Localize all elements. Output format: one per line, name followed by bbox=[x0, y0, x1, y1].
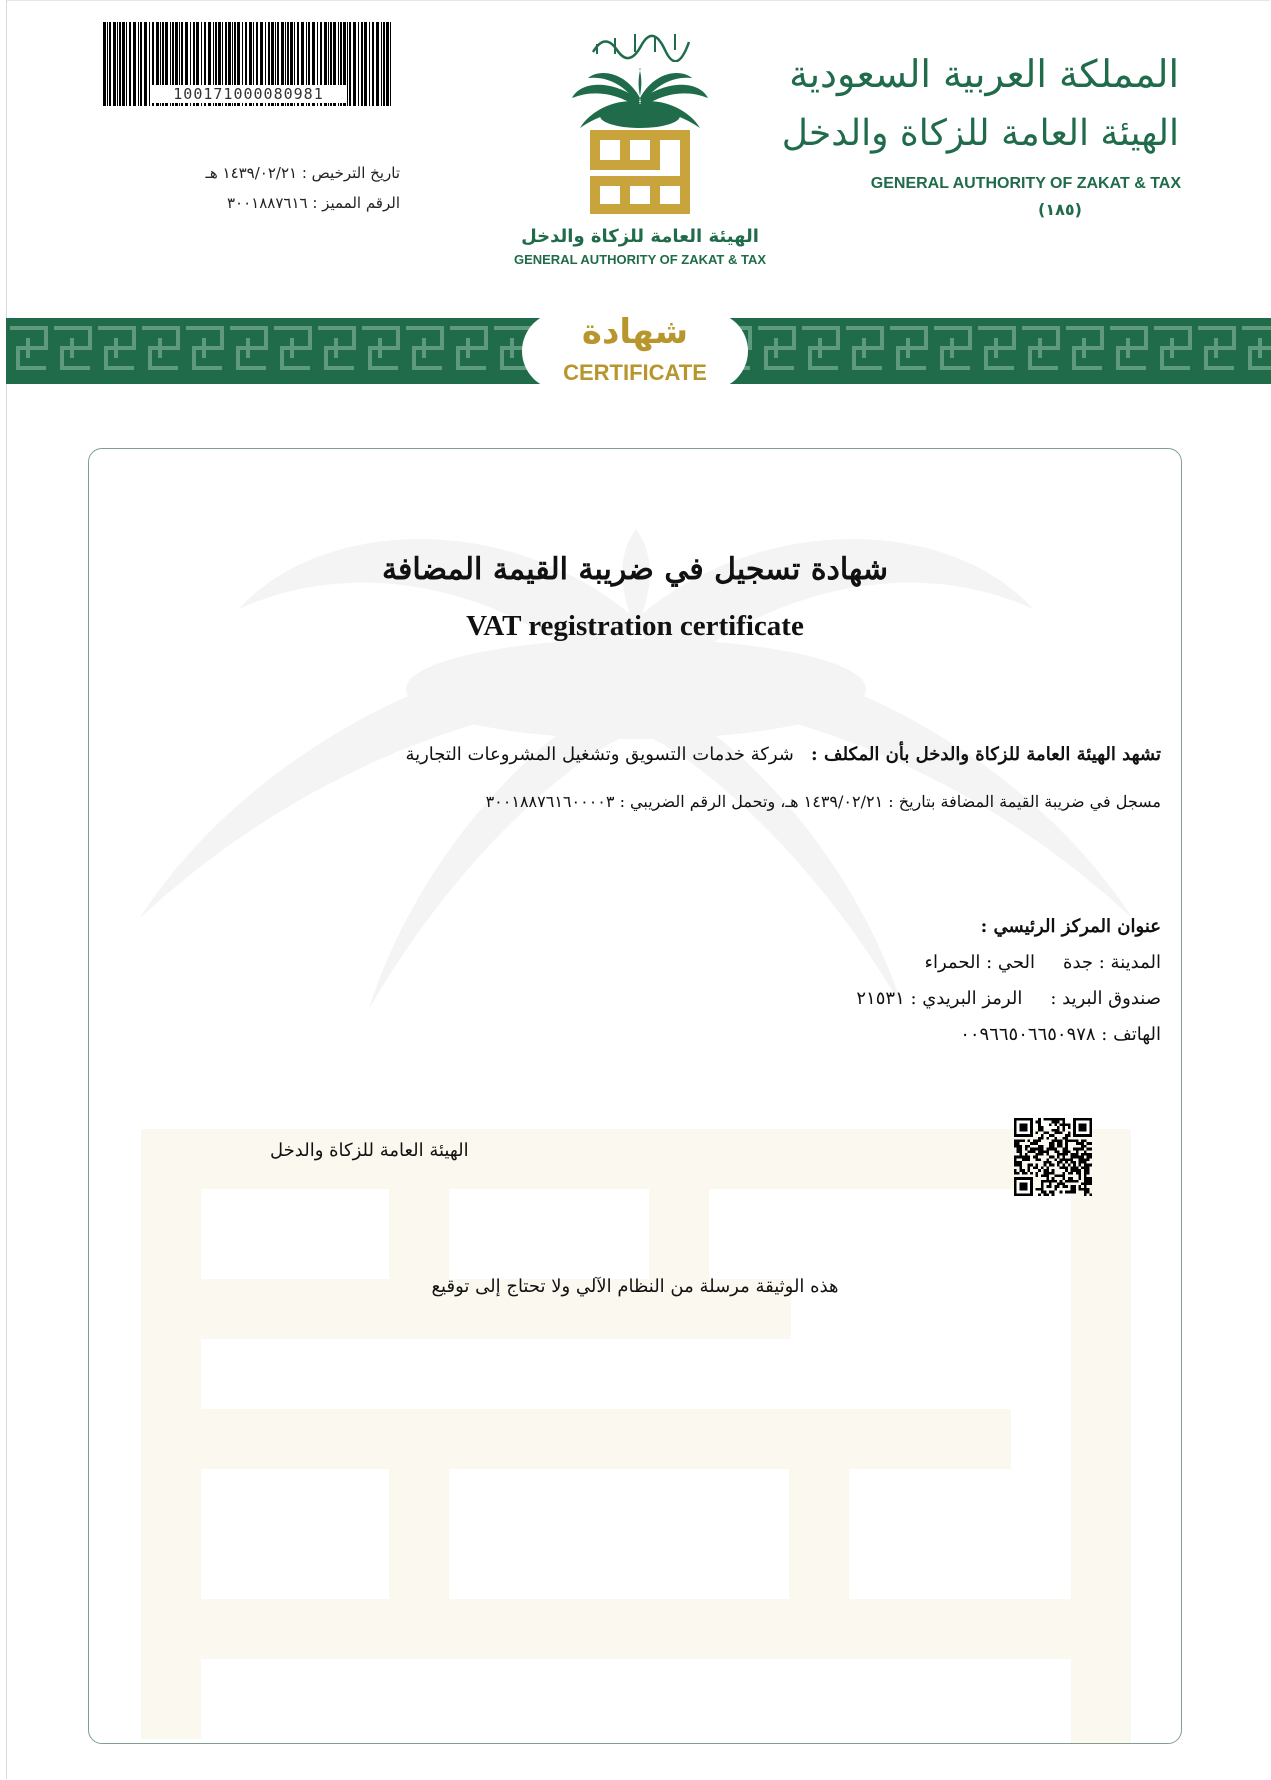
postal-code: الرمز البريدي : ٢١٥٣١ bbox=[856, 988, 1023, 1009]
phone: الهاتف : ٠٠٩٦٦٥٠٦٦٥٠٩٧٨ bbox=[960, 1024, 1161, 1045]
center-authority-name-ar: الهيئة العامة للزكاة والدخل bbox=[521, 226, 759, 247]
automated-document-note: هذه الوثيقة مرسلة من النظام الآلي ولا تحتاج إلى توقيع bbox=[431, 1276, 839, 1297]
registration-line: مسجل في ضريبة القيمة المضافة بتاريخ : ١٤٣٩/٠٢/٢١ هـ، وتحمل الرقم الضريبي : ٣٠٠١٨٨٧٦١٦٠٠٠٠٣ bbox=[485, 792, 1161, 811]
palm-tree-logo-icon bbox=[570, 68, 710, 218]
authority-signature: الهيئة العامة للزكاة والدخل bbox=[270, 1140, 469, 1161]
city: المدينة : جدة bbox=[1063, 952, 1161, 973]
distinct-number: الرقم المميز : ٣٠٠١٨٨٧٦١٦ bbox=[227, 194, 400, 212]
barcode-number: 100171000080981 bbox=[151, 85, 346, 103]
po-box: صندوق البريد : bbox=[1050, 988, 1161, 1009]
certify-line bbox=[405, 744, 1161, 765]
certificate-title-ar: شهادة تسجيل في ضريبة القيمة المضافة bbox=[381, 552, 889, 587]
certify-label: تشهد الهيئة العامة للزكاة والدخل بأن المكلف : bbox=[811, 744, 1161, 765]
authority-name-ar: الهيئة العامة للزكاة والدخل bbox=[781, 113, 1179, 154]
kingdom-name-ar: المملكة العربية السعودية bbox=[789, 52, 1179, 96]
address-heading: عنوان المركز الرئيسي : bbox=[980, 916, 1161, 937]
authority-number: (١٨٥) bbox=[1038, 200, 1082, 219]
address-city-line bbox=[925, 952, 1161, 973]
authority-name-en: GENERAL AUTHORITY OF ZAKAT & TAX bbox=[870, 175, 1181, 192]
certificate-word-en: CERTIFICATE bbox=[563, 360, 707, 385]
qr-code-icon bbox=[1014, 1118, 1092, 1196]
license-date: تاريخ الترخيص : ١٤٣٩/٠٢/٢١ هـ bbox=[205, 164, 400, 182]
address-postal-line bbox=[856, 988, 1161, 1009]
bismillah-calligraphy-icon bbox=[585, 24, 695, 62]
center-authority-name-en: GENERAL AUTHORITY OF ZAKAT & TAX bbox=[513, 252, 767, 267]
watermark-icon bbox=[89, 449, 1182, 1744]
district: الحي : الحمراء bbox=[924, 952, 1036, 973]
certificate-word-ar: شهادة bbox=[581, 312, 689, 352]
certificate-title-en: VAT registration certificate bbox=[466, 610, 804, 642]
company-name: شركة خدمات التسويق وتشغيل المشروعات التجارية bbox=[405, 744, 794, 765]
